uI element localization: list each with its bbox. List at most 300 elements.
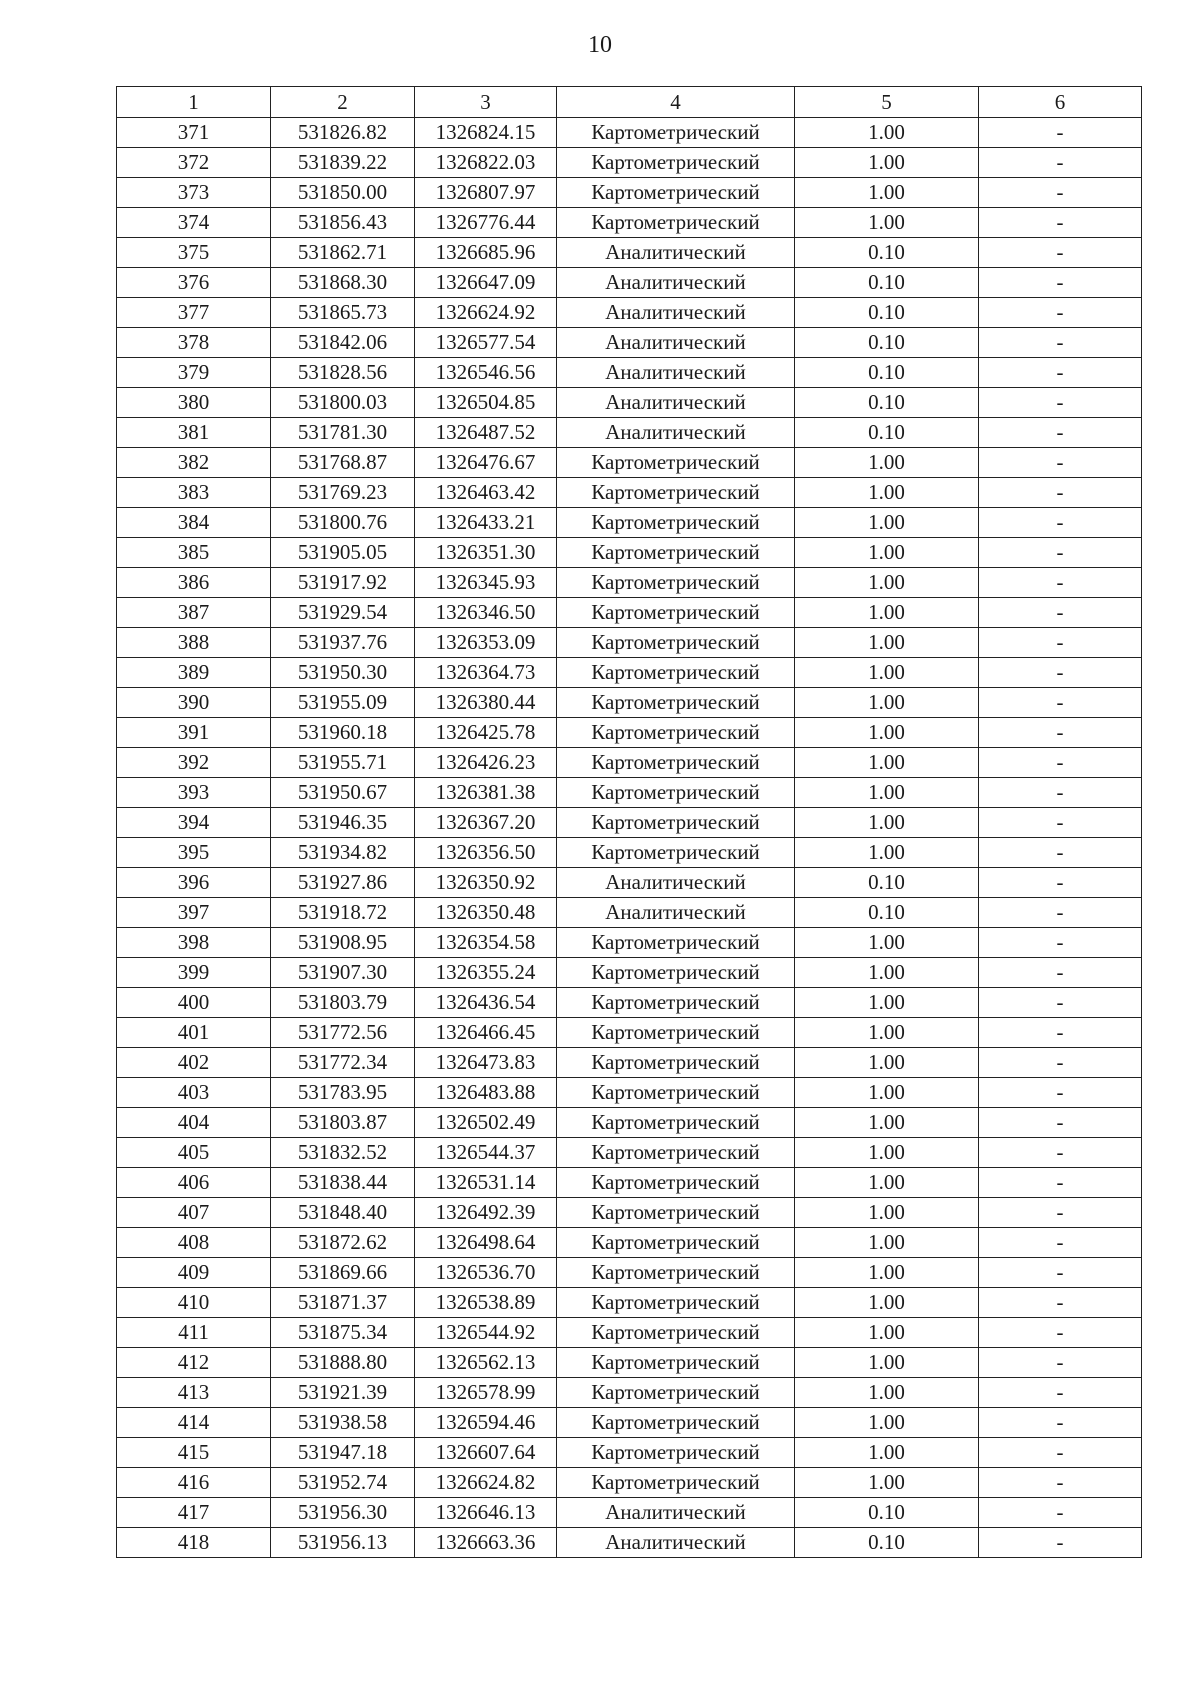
x-coordinate-cell: 531868.30 [271, 268, 415, 298]
point-number-cell: 412 [117, 1348, 271, 1378]
table-row [117, 208, 1142, 238]
table-row [117, 1498, 1142, 1528]
note-cell: - [979, 868, 1142, 898]
method-cell: Аналитический [557, 868, 795, 898]
column-header: 2 [271, 87, 415, 118]
point-number-cell: 373 [117, 178, 271, 208]
y-coordinate-cell: 1326425.78 [415, 718, 557, 748]
y-coordinate-cell: 1326578.99 [415, 1378, 557, 1408]
table-row [117, 778, 1142, 808]
accuracy-cell: 1.00 [795, 748, 979, 778]
x-coordinate-cell: 531839.22 [271, 148, 415, 178]
accuracy-cell: 1.00 [795, 1468, 979, 1498]
note-cell: - [979, 778, 1142, 808]
note-cell: - [979, 1468, 1142, 1498]
accuracy-cell: 1.00 [795, 598, 979, 628]
accuracy-cell: 1.00 [795, 178, 979, 208]
table-row [117, 838, 1142, 868]
note-cell: - [979, 1348, 1142, 1378]
point-number-cell: 394 [117, 808, 271, 838]
method-cell: Картометрический [557, 568, 795, 598]
x-coordinate-cell: 531956.30 [271, 1498, 415, 1528]
y-coordinate-cell: 1326538.89 [415, 1288, 557, 1318]
note-cell: - [979, 928, 1142, 958]
method-cell: Картометрический [557, 928, 795, 958]
y-coordinate-cell: 1326776.44 [415, 208, 557, 238]
point-number-cell: 404 [117, 1108, 271, 1138]
method-cell: Картометрический [557, 988, 795, 1018]
note-cell: - [979, 328, 1142, 358]
accuracy-cell: 1.00 [795, 808, 979, 838]
method-cell: Картометрический [557, 688, 795, 718]
y-coordinate-cell: 1326353.09 [415, 628, 557, 658]
point-number-cell: 415 [117, 1438, 271, 1468]
note-cell: - [979, 388, 1142, 418]
x-coordinate-cell: 531803.79 [271, 988, 415, 1018]
point-number-cell: 382 [117, 448, 271, 478]
y-coordinate-cell: 1326624.92 [415, 298, 557, 328]
accuracy-cell: 1.00 [795, 718, 979, 748]
note-cell: - [979, 1018, 1142, 1048]
method-cell: Картометрический [557, 1258, 795, 1288]
method-cell: Картометрический [557, 1138, 795, 1168]
accuracy-cell: 1.00 [795, 1108, 979, 1138]
method-cell: Картометрический [557, 448, 795, 478]
point-number-cell: 381 [117, 418, 271, 448]
point-number-cell: 402 [117, 1048, 271, 1078]
note-cell: - [979, 1198, 1142, 1228]
y-coordinate-cell: 1326502.49 [415, 1108, 557, 1138]
table-row [117, 1378, 1142, 1408]
accuracy-cell: 1.00 [795, 478, 979, 508]
note-cell: - [979, 148, 1142, 178]
table-row [117, 478, 1142, 508]
method-cell: Аналитический [557, 328, 795, 358]
point-number-cell: 407 [117, 1198, 271, 1228]
method-cell: Картометрический [557, 1198, 795, 1228]
note-cell: - [979, 1138, 1142, 1168]
point-number-cell: 378 [117, 328, 271, 358]
note-cell: - [979, 418, 1142, 448]
y-coordinate-cell: 1326466.45 [415, 1018, 557, 1048]
y-coordinate-cell: 1326476.67 [415, 448, 557, 478]
y-coordinate-cell: 1326436.54 [415, 988, 557, 1018]
method-cell: Картометрический [557, 1438, 795, 1468]
accuracy-cell: 1.00 [795, 1138, 979, 1168]
point-number-cell: 396 [117, 868, 271, 898]
x-coordinate-cell: 531937.76 [271, 628, 415, 658]
point-number-cell: 388 [117, 628, 271, 658]
method-cell: Картометрический [557, 1018, 795, 1048]
column-header: 5 [795, 87, 979, 118]
x-coordinate-cell: 531803.87 [271, 1108, 415, 1138]
accuracy-cell: 1.00 [795, 568, 979, 598]
point-number-cell: 411 [117, 1318, 271, 1348]
x-coordinate-cell: 531888.80 [271, 1348, 415, 1378]
x-coordinate-cell: 531917.92 [271, 568, 415, 598]
point-number-cell: 391 [117, 718, 271, 748]
table-row [117, 598, 1142, 628]
point-number-cell: 406 [117, 1168, 271, 1198]
y-coordinate-cell: 1326544.92 [415, 1318, 557, 1348]
y-coordinate-cell: 1326562.13 [415, 1348, 557, 1378]
accuracy-cell: 1.00 [795, 1318, 979, 1348]
point-number-cell: 408 [117, 1228, 271, 1258]
table-row [117, 148, 1142, 178]
x-coordinate-cell: 531862.71 [271, 238, 415, 268]
accuracy-cell: 1.00 [795, 208, 979, 238]
note-cell: - [979, 508, 1142, 538]
point-number-cell: 376 [117, 268, 271, 298]
point-number-cell: 385 [117, 538, 271, 568]
note-cell: - [979, 268, 1142, 298]
table-row [117, 988, 1142, 1018]
point-number-cell: 386 [117, 568, 271, 598]
method-cell: Картометрический [557, 1228, 795, 1258]
method-cell: Картометрический [557, 1078, 795, 1108]
method-cell: Аналитический [557, 268, 795, 298]
point-number-cell: 395 [117, 838, 271, 868]
accuracy-cell: 0.10 [795, 1528, 979, 1558]
note-cell: - [979, 838, 1142, 868]
table-header [117, 87, 1142, 118]
note-cell: - [979, 298, 1142, 328]
y-coordinate-cell: 1326531.14 [415, 1168, 557, 1198]
method-cell: Аналитический [557, 388, 795, 418]
method-cell: Аналитический [557, 1498, 795, 1528]
table-row [117, 298, 1142, 328]
table-row [117, 1018, 1142, 1048]
x-coordinate-cell: 531772.34 [271, 1048, 415, 1078]
method-cell: Картометрический [557, 598, 795, 628]
x-coordinate-cell: 531946.35 [271, 808, 415, 838]
method-cell: Картометрический [557, 538, 795, 568]
header-row [117, 87, 1142, 118]
accuracy-cell: 1.00 [795, 688, 979, 718]
method-cell: Картометрический [557, 1348, 795, 1378]
note-cell: - [979, 898, 1142, 928]
x-coordinate-cell: 531938.58 [271, 1408, 415, 1438]
x-coordinate-cell: 531950.30 [271, 658, 415, 688]
y-coordinate-cell: 1326544.37 [415, 1138, 557, 1168]
method-cell: Картометрический [557, 808, 795, 838]
note-cell: - [979, 598, 1142, 628]
method-cell: Картометрический [557, 508, 795, 538]
method-cell: Картометрический [557, 718, 795, 748]
x-coordinate-cell: 531783.95 [271, 1078, 415, 1108]
point-number-cell: 398 [117, 928, 271, 958]
note-cell: - [979, 1528, 1142, 1558]
table-row [117, 748, 1142, 778]
table-row [117, 1108, 1142, 1138]
y-coordinate-cell: 1326492.39 [415, 1198, 557, 1228]
coordinates-table [116, 86, 1142, 1558]
y-coordinate-cell: 1326824.15 [415, 118, 557, 148]
point-number-cell: 401 [117, 1018, 271, 1048]
table-row [117, 1348, 1142, 1378]
accuracy-cell: 1.00 [795, 1048, 979, 1078]
point-number-cell: 392 [117, 748, 271, 778]
accuracy-cell: 1.00 [795, 1168, 979, 1198]
x-coordinate-cell: 531856.43 [271, 208, 415, 238]
x-coordinate-cell: 531826.82 [271, 118, 415, 148]
method-cell: Картометрический [557, 778, 795, 808]
accuracy-cell: 1.00 [795, 448, 979, 478]
point-number-cell: 416 [117, 1468, 271, 1498]
accuracy-cell: 0.10 [795, 238, 979, 268]
table-row [117, 1078, 1142, 1108]
x-coordinate-cell: 531781.30 [271, 418, 415, 448]
method-cell: Картометрический [557, 118, 795, 148]
y-coordinate-cell: 1326356.50 [415, 838, 557, 868]
y-coordinate-cell: 1326426.23 [415, 748, 557, 778]
y-coordinate-cell: 1326663.36 [415, 1528, 557, 1558]
accuracy-cell: 1.00 [795, 508, 979, 538]
method-cell: Картометрический [557, 148, 795, 178]
note-cell: - [979, 1228, 1142, 1258]
x-coordinate-cell: 531952.74 [271, 1468, 415, 1498]
x-coordinate-cell: 531908.95 [271, 928, 415, 958]
x-coordinate-cell: 531848.40 [271, 1198, 415, 1228]
x-coordinate-cell: 531907.30 [271, 958, 415, 988]
note-cell: - [979, 1258, 1142, 1288]
method-cell: Картометрический [557, 1168, 795, 1198]
table-row [117, 448, 1142, 478]
point-number-cell: 371 [117, 118, 271, 148]
table-row [117, 1168, 1142, 1198]
point-number-cell: 384 [117, 508, 271, 538]
table-row [117, 1228, 1142, 1258]
y-coordinate-cell: 1326498.64 [415, 1228, 557, 1258]
page-number: 10 [588, 32, 612, 58]
point-number-cell: 399 [117, 958, 271, 988]
x-coordinate-cell: 531875.34 [271, 1318, 415, 1348]
note-cell: - [979, 1378, 1142, 1408]
method-cell: Картометрический [557, 1378, 795, 1408]
x-coordinate-cell: 531947.18 [271, 1438, 415, 1468]
point-number-cell: 390 [117, 688, 271, 718]
method-cell: Аналитический [557, 1528, 795, 1558]
accuracy-cell: 0.10 [795, 298, 979, 328]
note-cell: - [979, 718, 1142, 748]
y-coordinate-cell: 1326647.09 [415, 268, 557, 298]
method-cell: Картометрический [557, 958, 795, 988]
y-coordinate-cell: 1326367.20 [415, 808, 557, 838]
table-row [117, 568, 1142, 598]
method-cell: Картометрический [557, 1468, 795, 1498]
accuracy-cell: 1.00 [795, 1438, 979, 1468]
x-coordinate-cell: 531800.76 [271, 508, 415, 538]
table-row [117, 1138, 1142, 1168]
accuracy-cell: 1.00 [795, 928, 979, 958]
note-cell: - [979, 208, 1142, 238]
table-row [117, 808, 1142, 838]
note-cell: - [979, 1438, 1142, 1468]
point-number-cell: 393 [117, 778, 271, 808]
table-row [117, 328, 1142, 358]
x-coordinate-cell: 531956.13 [271, 1528, 415, 1558]
accuracy-cell: 1.00 [795, 628, 979, 658]
point-number-cell: 374 [117, 208, 271, 238]
accuracy-cell: 1.00 [795, 988, 979, 1018]
method-cell: Аналитический [557, 418, 795, 448]
point-number-cell: 377 [117, 298, 271, 328]
note-cell: - [979, 688, 1142, 718]
method-cell: Аналитический [557, 238, 795, 268]
accuracy-cell: 0.10 [795, 388, 979, 418]
note-cell: - [979, 1048, 1142, 1078]
method-cell: Картометрический [557, 838, 795, 868]
note-cell: - [979, 958, 1142, 988]
accuracy-cell: 1.00 [795, 838, 979, 868]
y-coordinate-cell: 1326355.24 [415, 958, 557, 988]
x-coordinate-cell: 531921.39 [271, 1378, 415, 1408]
point-number-cell: 400 [117, 988, 271, 1018]
accuracy-cell: 0.10 [795, 1498, 979, 1528]
table-row [117, 418, 1142, 448]
column-header: 6 [979, 87, 1142, 118]
note-cell: - [979, 1408, 1142, 1438]
note-cell: - [979, 358, 1142, 388]
x-coordinate-cell: 531927.86 [271, 868, 415, 898]
y-coordinate-cell: 1326685.96 [415, 238, 557, 268]
table-row [117, 118, 1142, 148]
accuracy-cell: 1.00 [795, 1078, 979, 1108]
y-coordinate-cell: 1326346.50 [415, 598, 557, 628]
table-row [117, 1528, 1142, 1558]
note-cell: - [979, 178, 1142, 208]
x-coordinate-cell: 531955.09 [271, 688, 415, 718]
point-number-cell: 387 [117, 598, 271, 628]
method-cell: Картометрический [557, 658, 795, 688]
y-coordinate-cell: 1326487.52 [415, 418, 557, 448]
method-cell: Картометрический [557, 1408, 795, 1438]
note-cell: - [979, 1168, 1142, 1198]
method-cell: Картометрический [557, 748, 795, 778]
point-number-cell: 414 [117, 1408, 271, 1438]
method-cell: Аналитический [557, 358, 795, 388]
y-coordinate-cell: 1326504.85 [415, 388, 557, 418]
y-coordinate-cell: 1326350.48 [415, 898, 557, 928]
method-cell: Картометрический [557, 1288, 795, 1318]
point-number-cell: 397 [117, 898, 271, 928]
x-coordinate-cell: 531871.37 [271, 1288, 415, 1318]
table-row [117, 358, 1142, 388]
table-row [117, 1468, 1142, 1498]
x-coordinate-cell: 531769.23 [271, 478, 415, 508]
method-cell: Картометрический [557, 178, 795, 208]
method-cell: Картометрический [557, 208, 795, 238]
method-cell: Картометрический [557, 1048, 795, 1078]
accuracy-cell: 1.00 [795, 1228, 979, 1258]
accuracy-cell: 1.00 [795, 538, 979, 568]
y-coordinate-cell: 1326546.56 [415, 358, 557, 388]
note-cell: - [979, 1078, 1142, 1108]
y-coordinate-cell: 1326624.82 [415, 1468, 557, 1498]
column-header: 3 [415, 87, 557, 118]
table-row [117, 238, 1142, 268]
note-cell: - [979, 1318, 1142, 1348]
table-row [117, 658, 1142, 688]
table-row [117, 178, 1142, 208]
point-number-cell: 410 [117, 1288, 271, 1318]
point-number-cell: 405 [117, 1138, 271, 1168]
y-coordinate-cell: 1326354.58 [415, 928, 557, 958]
accuracy-cell: 1.00 [795, 1258, 979, 1288]
point-number-cell: 383 [117, 478, 271, 508]
note-cell: - [979, 1288, 1142, 1318]
accuracy-cell: 0.10 [795, 868, 979, 898]
point-number-cell: 417 [117, 1498, 271, 1528]
y-coordinate-cell: 1326463.42 [415, 478, 557, 508]
method-cell: Картометрический [557, 1108, 795, 1138]
accuracy-cell: 1.00 [795, 1288, 979, 1318]
y-coordinate-cell: 1326380.44 [415, 688, 557, 718]
x-coordinate-cell: 531772.56 [271, 1018, 415, 1048]
y-coordinate-cell: 1326345.93 [415, 568, 557, 598]
table-row [117, 1288, 1142, 1318]
x-coordinate-cell: 531872.62 [271, 1228, 415, 1258]
accuracy-cell: 1.00 [795, 1378, 979, 1408]
note-cell: - [979, 568, 1142, 598]
table-row [117, 718, 1142, 748]
table-row [117, 1258, 1142, 1288]
x-coordinate-cell: 531838.44 [271, 1168, 415, 1198]
note-cell: - [979, 1108, 1142, 1138]
x-coordinate-cell: 531832.52 [271, 1138, 415, 1168]
x-coordinate-cell: 531865.73 [271, 298, 415, 328]
table-row [117, 958, 1142, 988]
column-header: 1 [117, 87, 271, 118]
x-coordinate-cell: 531918.72 [271, 898, 415, 928]
accuracy-cell: 1.00 [795, 778, 979, 808]
note-cell: - [979, 988, 1142, 1018]
table-row [117, 868, 1142, 898]
table-row [117, 688, 1142, 718]
y-coordinate-cell: 1326351.30 [415, 538, 557, 568]
accuracy-cell: 0.10 [795, 268, 979, 298]
y-coordinate-cell: 1326577.54 [415, 328, 557, 358]
point-number-cell: 375 [117, 238, 271, 268]
table-body [117, 118, 1142, 1558]
method-cell: Картометрический [557, 1318, 795, 1348]
note-cell: - [979, 1498, 1142, 1528]
table-row [117, 1408, 1142, 1438]
method-cell: Аналитический [557, 898, 795, 928]
x-coordinate-cell: 531850.00 [271, 178, 415, 208]
y-coordinate-cell: 1326607.64 [415, 1438, 557, 1468]
x-coordinate-cell: 531905.05 [271, 538, 415, 568]
y-coordinate-cell: 1326483.88 [415, 1078, 557, 1108]
table-row [117, 1048, 1142, 1078]
y-coordinate-cell: 1326364.73 [415, 658, 557, 688]
y-coordinate-cell: 1326536.70 [415, 1258, 557, 1288]
table-row [117, 1438, 1142, 1468]
x-coordinate-cell: 531869.66 [271, 1258, 415, 1288]
note-cell: - [979, 748, 1142, 778]
x-coordinate-cell: 531800.03 [271, 388, 415, 418]
method-cell: Картометрический [557, 478, 795, 508]
accuracy-cell: 1.00 [795, 1198, 979, 1228]
table-row [117, 1318, 1142, 1348]
point-number-cell: 413 [117, 1378, 271, 1408]
y-coordinate-cell: 1326822.03 [415, 148, 557, 178]
y-coordinate-cell: 1326807.97 [415, 178, 557, 208]
accuracy-cell: 0.10 [795, 358, 979, 388]
column-header: 4 [557, 87, 795, 118]
note-cell: - [979, 478, 1142, 508]
note-cell: - [979, 538, 1142, 568]
